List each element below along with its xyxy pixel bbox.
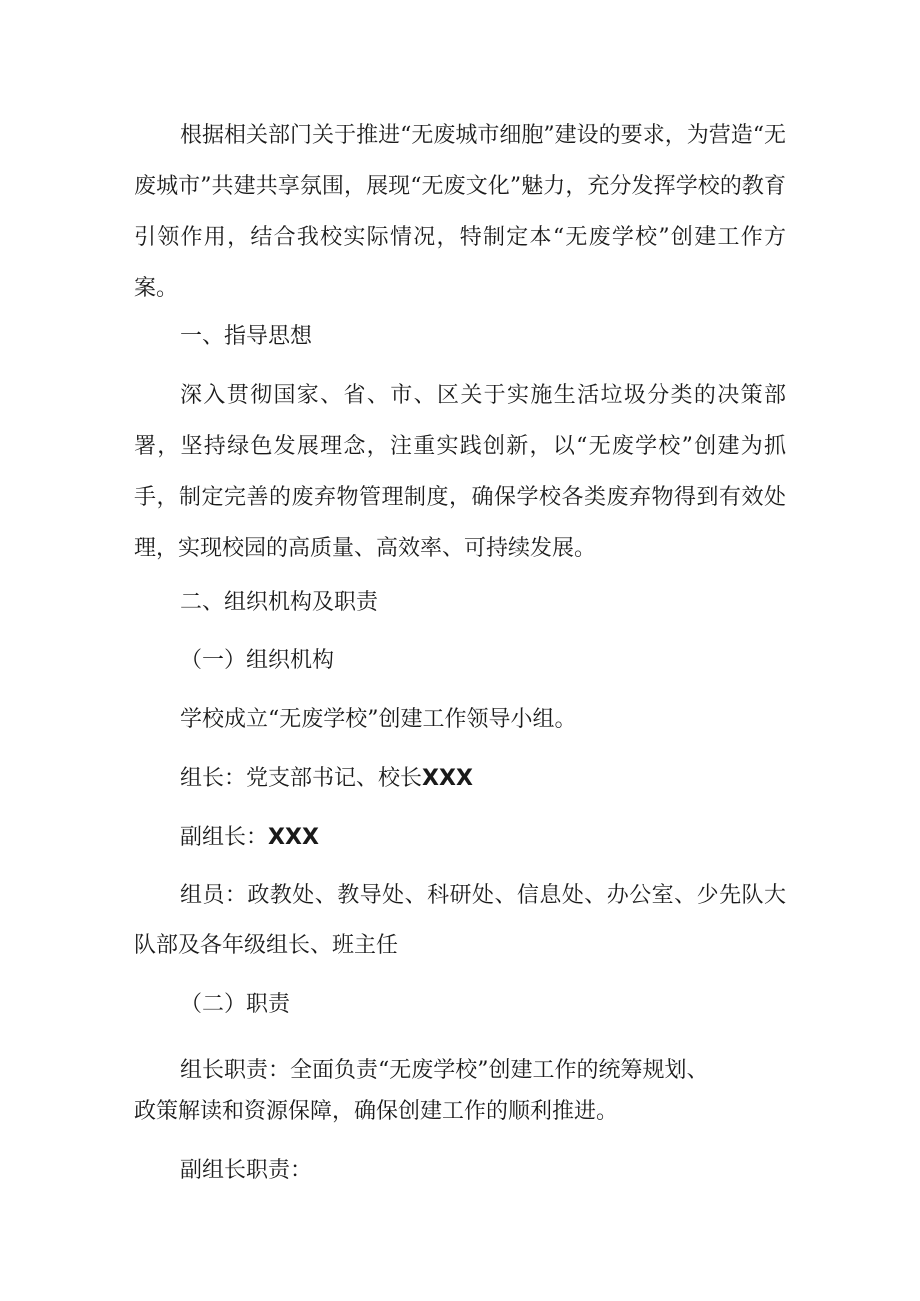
members-paragraph: 组员：政教处、教导处、科研处、信息处、办公室、少先队大队部及各年级组长、班主任 — [134, 883, 786, 958]
guiding-ideology-paragraph: 深入贯彻国家、省、市、区关于实施生活垃圾分类的决策部署，坚持绿色发展理念，注重实践创新，以“无废学校”创建为抓手，制定完善的废弃物管理制度，确保学校各类废弃物得到有效处理，实现校园的高质量、高效率、可持续发展。 — [134, 383, 786, 561]
org-intro-line: 学校成立“无废学校”创建工作领导小组。 — [180, 707, 577, 732]
leader-line — [180, 764, 473, 794]
section2-heading: 二、组织机构及职责 — [180, 590, 379, 615]
intro-paragraph: 根据相关部门关于推进“无废城市细胞”建设的要求，为营造“无废城市”共建共享氛围，展现“无废文化”魅力，充分发挥学校的教育引领作用，结合我校实际情况，特制定本“无废学校”创建工作方案。 — [134, 123, 786, 301]
deputy-name: XXX — [268, 825, 319, 850]
leader-duty-line1: 组长职责：全面负责“无废学校”创建工作的统筹规划、 — [180, 1058, 709, 1083]
leader-label: 组长：党支部书记、校长 — [180, 766, 423, 791]
subsection1-heading: （一）组织机构 — [180, 648, 335, 673]
deputy-label: 副组长： — [180, 825, 269, 850]
deputy-duty-line: 副组长职责： — [180, 1158, 313, 1183]
section1-heading: 一、指导思想 — [180, 324, 313, 349]
deputy-line — [180, 823, 319, 853]
leader-duty-line2: 政策解读和资源保障，确保创建工作的顺利推进。 — [134, 1099, 619, 1124]
leader-name: XXX — [422, 766, 473, 791]
subsection2-heading: （二）职责 — [180, 992, 291, 1017]
